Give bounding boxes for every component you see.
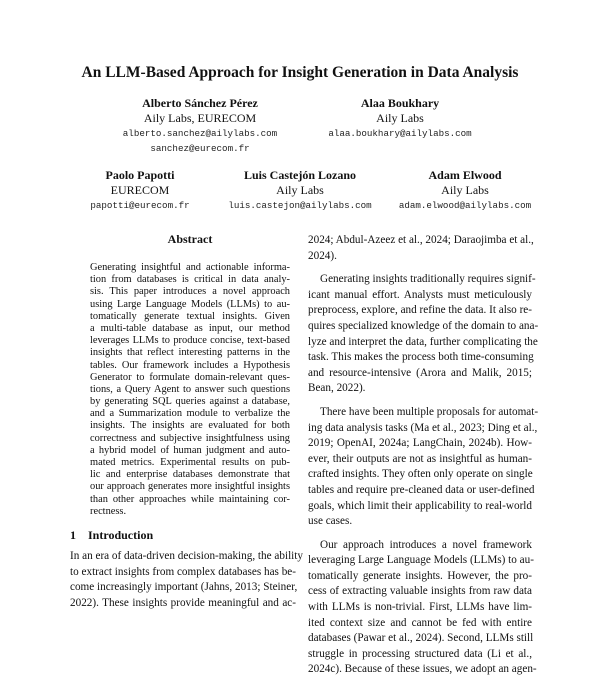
introduction-line: 2022). These insights provide meaningful and ac- (70, 596, 296, 609)
abstract-line: than other approaches while maintaining cor- (90, 493, 290, 505)
abstract-line: Generator to formulate domain-relevant ques- (90, 371, 290, 383)
author-affiliation: Aily Labs (276, 183, 324, 197)
introduction-body (70, 549, 303, 611)
right-column-body (308, 233, 539, 678)
introduction-line: In an era of data-driven decision-making, the ability (70, 550, 303, 562)
author-email[interactable]: luis.castejon@ailylabs.com (228, 200, 372, 211)
author-block-4 (210, 168, 390, 213)
abstract-line: our approach generates more insightful insights (90, 481, 290, 493)
paragraph-line: leveraging Large Language Models (LLMs) to au- (308, 554, 534, 567)
section-heading-introduction (70, 528, 153, 543)
section-title: Introduction (88, 528, 154, 542)
paragraph-line: crafted insights. They often only operate on single (308, 468, 533, 481)
paragraph-line: 2024c). Because of these issues, we adopt an agen- (308, 663, 537, 676)
paragraph-line: icant manual effort. Analysts must meticulously (308, 288, 532, 301)
introduction-line: come increasingly important (Jahns, 2013; Steiner, (70, 581, 298, 594)
abstract-line: correctness and subjective insightfulness using (90, 432, 290, 444)
paragraph-line: 2024). (308, 249, 337, 262)
author-email[interactable]: sanchez@eurecom.fr (150, 143, 250, 154)
paragraph-line: ited context size and cannot be fed with entire (308, 616, 532, 629)
abstract-line: tables. Our framework includes a Hypothesis (90, 359, 290, 371)
abstract-line: Generating insightful and actionable informa- (90, 262, 290, 273)
abstract-line: by generating SQL queries against a database, (90, 396, 290, 408)
paragraph-line: use cases. (308, 515, 353, 528)
abstract-line: insights that reflect interesting patterns in the (90, 347, 290, 359)
section-number: 1 (70, 528, 76, 542)
author-block-3 (45, 168, 235, 213)
abstract-line: leverages LLMs to produce concise, text-based (90, 335, 290, 347)
paragraph-line: quires specialized knowledge of the domain to ana- (308, 319, 539, 332)
author-name: Paolo Papotti (105, 168, 175, 182)
author-block-5 (375, 168, 555, 213)
abstract-line: using Large Language Models (LLMs) to au- (90, 298, 290, 310)
author-name: Alaa Boukhary (360, 96, 440, 110)
paragraph-gap (308, 530, 532, 538)
abstract-line: rectness. (90, 505, 127, 517)
abstract-line: tions, a Query Agent to answer such questions (90, 383, 290, 395)
paragraph-line: preprocess, explore, and refine the data. It also re- (308, 304, 532, 317)
abstract-line: a multi-table database as input, our method (90, 322, 290, 334)
paragraph-line: with LLMs is non-trivial. First, LLMs have lim- (308, 601, 532, 614)
abstract-line: sis. This paper introduces a novel approach (90, 286, 290, 298)
paragraph-line: Our approach introduces a novel framework (320, 538, 532, 551)
paragraph-line: lyze and interpret the data, further complicating the (308, 335, 538, 348)
paragraph-line: tables and require pre-cleaned data or user-defined (308, 483, 535, 496)
author-affiliation: Aily Labs (441, 183, 489, 197)
abstract-line: insights. The insights are evaluated for both (90, 420, 290, 432)
paragraph-line: Generating insights traditionally requires signif- (320, 273, 536, 286)
paragraph-line: cess of extracting valuable insights from raw data (308, 585, 532, 598)
paragraph-line: 2019; OpenAI, 2024a; LangChain, 2024b). How- (308, 437, 532, 450)
paragraph-line: ing data analysis tasks (Ma et al., 2023; Ding et al., (308, 421, 538, 434)
paragraph-gap (308, 264, 532, 272)
abstract-heading: Abstract (167, 232, 213, 246)
paragraph-line: Bean, 2022). (308, 382, 366, 395)
abstract-line: lic and enterprise databases demonstrate that (90, 469, 290, 481)
paragraph-line: There have been multiple proposals for automat- (320, 405, 539, 418)
author-affiliation: EURECOM (110, 183, 170, 197)
paragraph-line: task. This makes the process both time-consuming (308, 351, 534, 364)
paragraph-line: and resource-intensive (Arora and Malik, 2015; (308, 366, 532, 379)
paragraph-line: ever, their outputs are not as insightful as human- (308, 452, 532, 465)
introduction-line: to extract insights from complex databases has be- (70, 565, 296, 578)
abstract-line: tion from databases is critical in data analy- (90, 274, 290, 286)
author-email[interactable]: alaa.boukhary@ailylabs.com (328, 128, 472, 139)
abstract-body (90, 262, 290, 518)
abstract-line: mated metrics. Experimental results on pub- (90, 457, 290, 468)
paragraph-line: 2024; Abdul-Azeez et al., 2024; Daraojimba et al., (308, 234, 534, 246)
paragraph-line: struggle in processing structured data (Li et al., (308, 647, 532, 660)
author-email[interactable]: alberto.sanchez@ailylabs.com (122, 128, 278, 139)
abstract-line: tomatically generate textual insights. Given (90, 310, 290, 322)
abstract-line: and a Summarization module to verbalize the (90, 408, 290, 420)
paragraph-gap (308, 397, 532, 405)
author-name: Alberto Sánchez Pérez (142, 96, 258, 110)
paper-title: An LLM-Based Approach for Insight Generation in Data Analysis (81, 64, 519, 81)
author-name: Adam Elwood (428, 168, 502, 182)
abstract-line: a hybrid model of human judgment and auto- (90, 444, 290, 456)
paragraph-line: databases (Pawar et al., 2024). Second, LLMs still (308, 632, 534, 645)
paragraph-line: tomatically generate insights. However, the pro- (308, 569, 532, 582)
author-affiliation: Aily Labs, EURECOM (143, 111, 257, 125)
author-affiliation: Aily Labs (376, 111, 424, 125)
paragraph-line: goals, which limit their applicability to real-world (308, 499, 532, 512)
author-email[interactable]: adam.elwood@ailylabs.com (398, 200, 532, 211)
author-block-2 (300, 96, 500, 141)
author-name: Luis Castejón Lozano (243, 168, 356, 182)
author-block-1 (100, 96, 300, 156)
author-email[interactable]: papotti@eurecom.fr (90, 200, 190, 211)
